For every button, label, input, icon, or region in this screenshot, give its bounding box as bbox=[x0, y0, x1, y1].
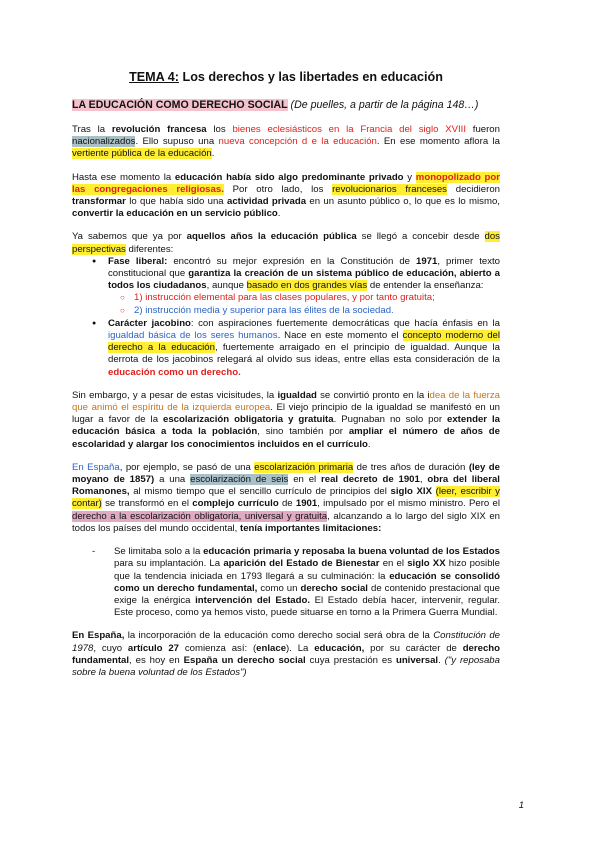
page-number: 1 bbox=[518, 800, 524, 811]
paragraph-3: Ya sabemos que ya por aquellos años la educación pública se llegó a concebir desde dos perspectivas diferentes: bbox=[72, 231, 500, 255]
title-number: TEMA 4: bbox=[129, 70, 180, 84]
page-title bbox=[72, 70, 500, 85]
list-item-caracter-jacobino: ● Carácter jacobino: con aspiraciones fuertemente democráticas que hacía énfasis en la igualdad básica de los seres humanos. Nace en este momento el concepto moderno del derecho a la educación, fuertemente arraigado en el principio de igualdad. Aunque la derrota de los jacobinos relegará al olvido sus ideas, entre ellas esta consideración de la educación como un derecho. bbox=[108, 318, 500, 379]
paragraph-1: Tras la revolución francesa los bienes eclesiásticos en la Francia del siglo XVIII fueron nacionalizados. Ello supuso una nueva concepción d e la educación. En ese momento aflora la vertiente pública de la educación. bbox=[72, 124, 500, 160]
document-page bbox=[72, 70, 500, 690]
paragraph-5: En España, por ejemplo, se pasó de una escolarización primaria de tres años de duración (ley de moyano de 1857) a una escolarización de seis en el real decreto de 1901, obra del liberal Romanones, al mismo tiempo que el sencillo currículo de principios del siglo XIX (leer, escribir y contar) se transformó en el complejo currículo de 1901, impulsado por el mismo ministro. Pero el derecho a la escolarización obligatoria, universal y gratuita, alcanzando a lo largo del siglo XIX en todos los países del mundo occidental, tenía importantes limitaciones: bbox=[72, 461, 500, 534]
list-item-limitation: - Se limitaba solo a la educación primaria y reposaba la buena voluntad de los Estados para su implantación. La aparición del Estado de Bienestar en el siglo XX hizo posible que la tendencia iniciada en 1793 llegará a su culminación: la educación se consolidó como un derecho fundamental, como un derecho social de contenido prestacional que exige la enérgica intervención del Estado. El Estado debía hacer, intervenir, regular. Este proceso, como ya hemos visto, puede situarse en torno a la Primera Guerra Mundial. bbox=[114, 546, 500, 619]
paragraph-2: Hasta ese momento la educación había sido algo predominante privado y monopolizado por las congregaciones religiosas. Por otro lado, los revolucionarios franceses decidieron transformar lo que había sido una actividad privada en un asunto público o, lo que es lo mismo, convertir la educación en un servicio público. bbox=[72, 171, 500, 220]
list-item-fase-liberal: ● Fase liberal: encontró su mejor expresión en la Constitución de 1971, primer texto constitucional que garantiza la creación de un sistema público de educación, abierto a todos los ciudadanos, aunque basado en dos grandes vías de entender la enseñanza: ○ 1) instrucción elemental para las clases populares, y por tanto gratuita; ○ 2) instrucción media y superior para las élites de la sociedad. bbox=[108, 256, 500, 317]
perspectives-list bbox=[72, 256, 500, 379]
title-text: Los derechos y las libertades en educación bbox=[179, 70, 443, 84]
sublist bbox=[108, 292, 500, 316]
limitations-list bbox=[72, 546, 500, 619]
sublist-item: ○ 2) instrucción media y superior para las élites de la sociedad. bbox=[134, 305, 500, 317]
section-heading-text: LA EDUCACIÓN COMO DERECHO SOCIAL bbox=[72, 99, 288, 111]
section-heading-note: (De puelles, a partir de la página 148…) bbox=[287, 99, 479, 111]
paragraph-4: Sin embargo, y a pesar de estas vicisitudes, la igualdad se convirtió pronto en la idea de la fuerza que animó el espíritu de la izquierda europea. El viejo principio de la igualdad se manifestó en un lugar a favor de la escolarización obligatoria y gratuita. Pugnaban no solo por extender la educación básica a toda la población, sino también por ampliar el número de años de escolaridad y alargar los conocimientos incluidos en el currículo. bbox=[72, 389, 500, 450]
section-heading bbox=[72, 99, 500, 112]
paragraph-6: En España, la incorporación de la educación como derecho social será obra de la Constitución de 1978, cuyo artículo 27 comienza así: (enlace). La educación, por su carácter de derecho fundamental, es hoy en España un derecho social cuya prestación es universal. ("y reposaba sobre la buena voluntad de los Estados") bbox=[72, 630, 501, 678]
sublist-item: ○ 1) instrucción elemental para las clases populares, y por tanto gratuita; bbox=[134, 292, 500, 304]
